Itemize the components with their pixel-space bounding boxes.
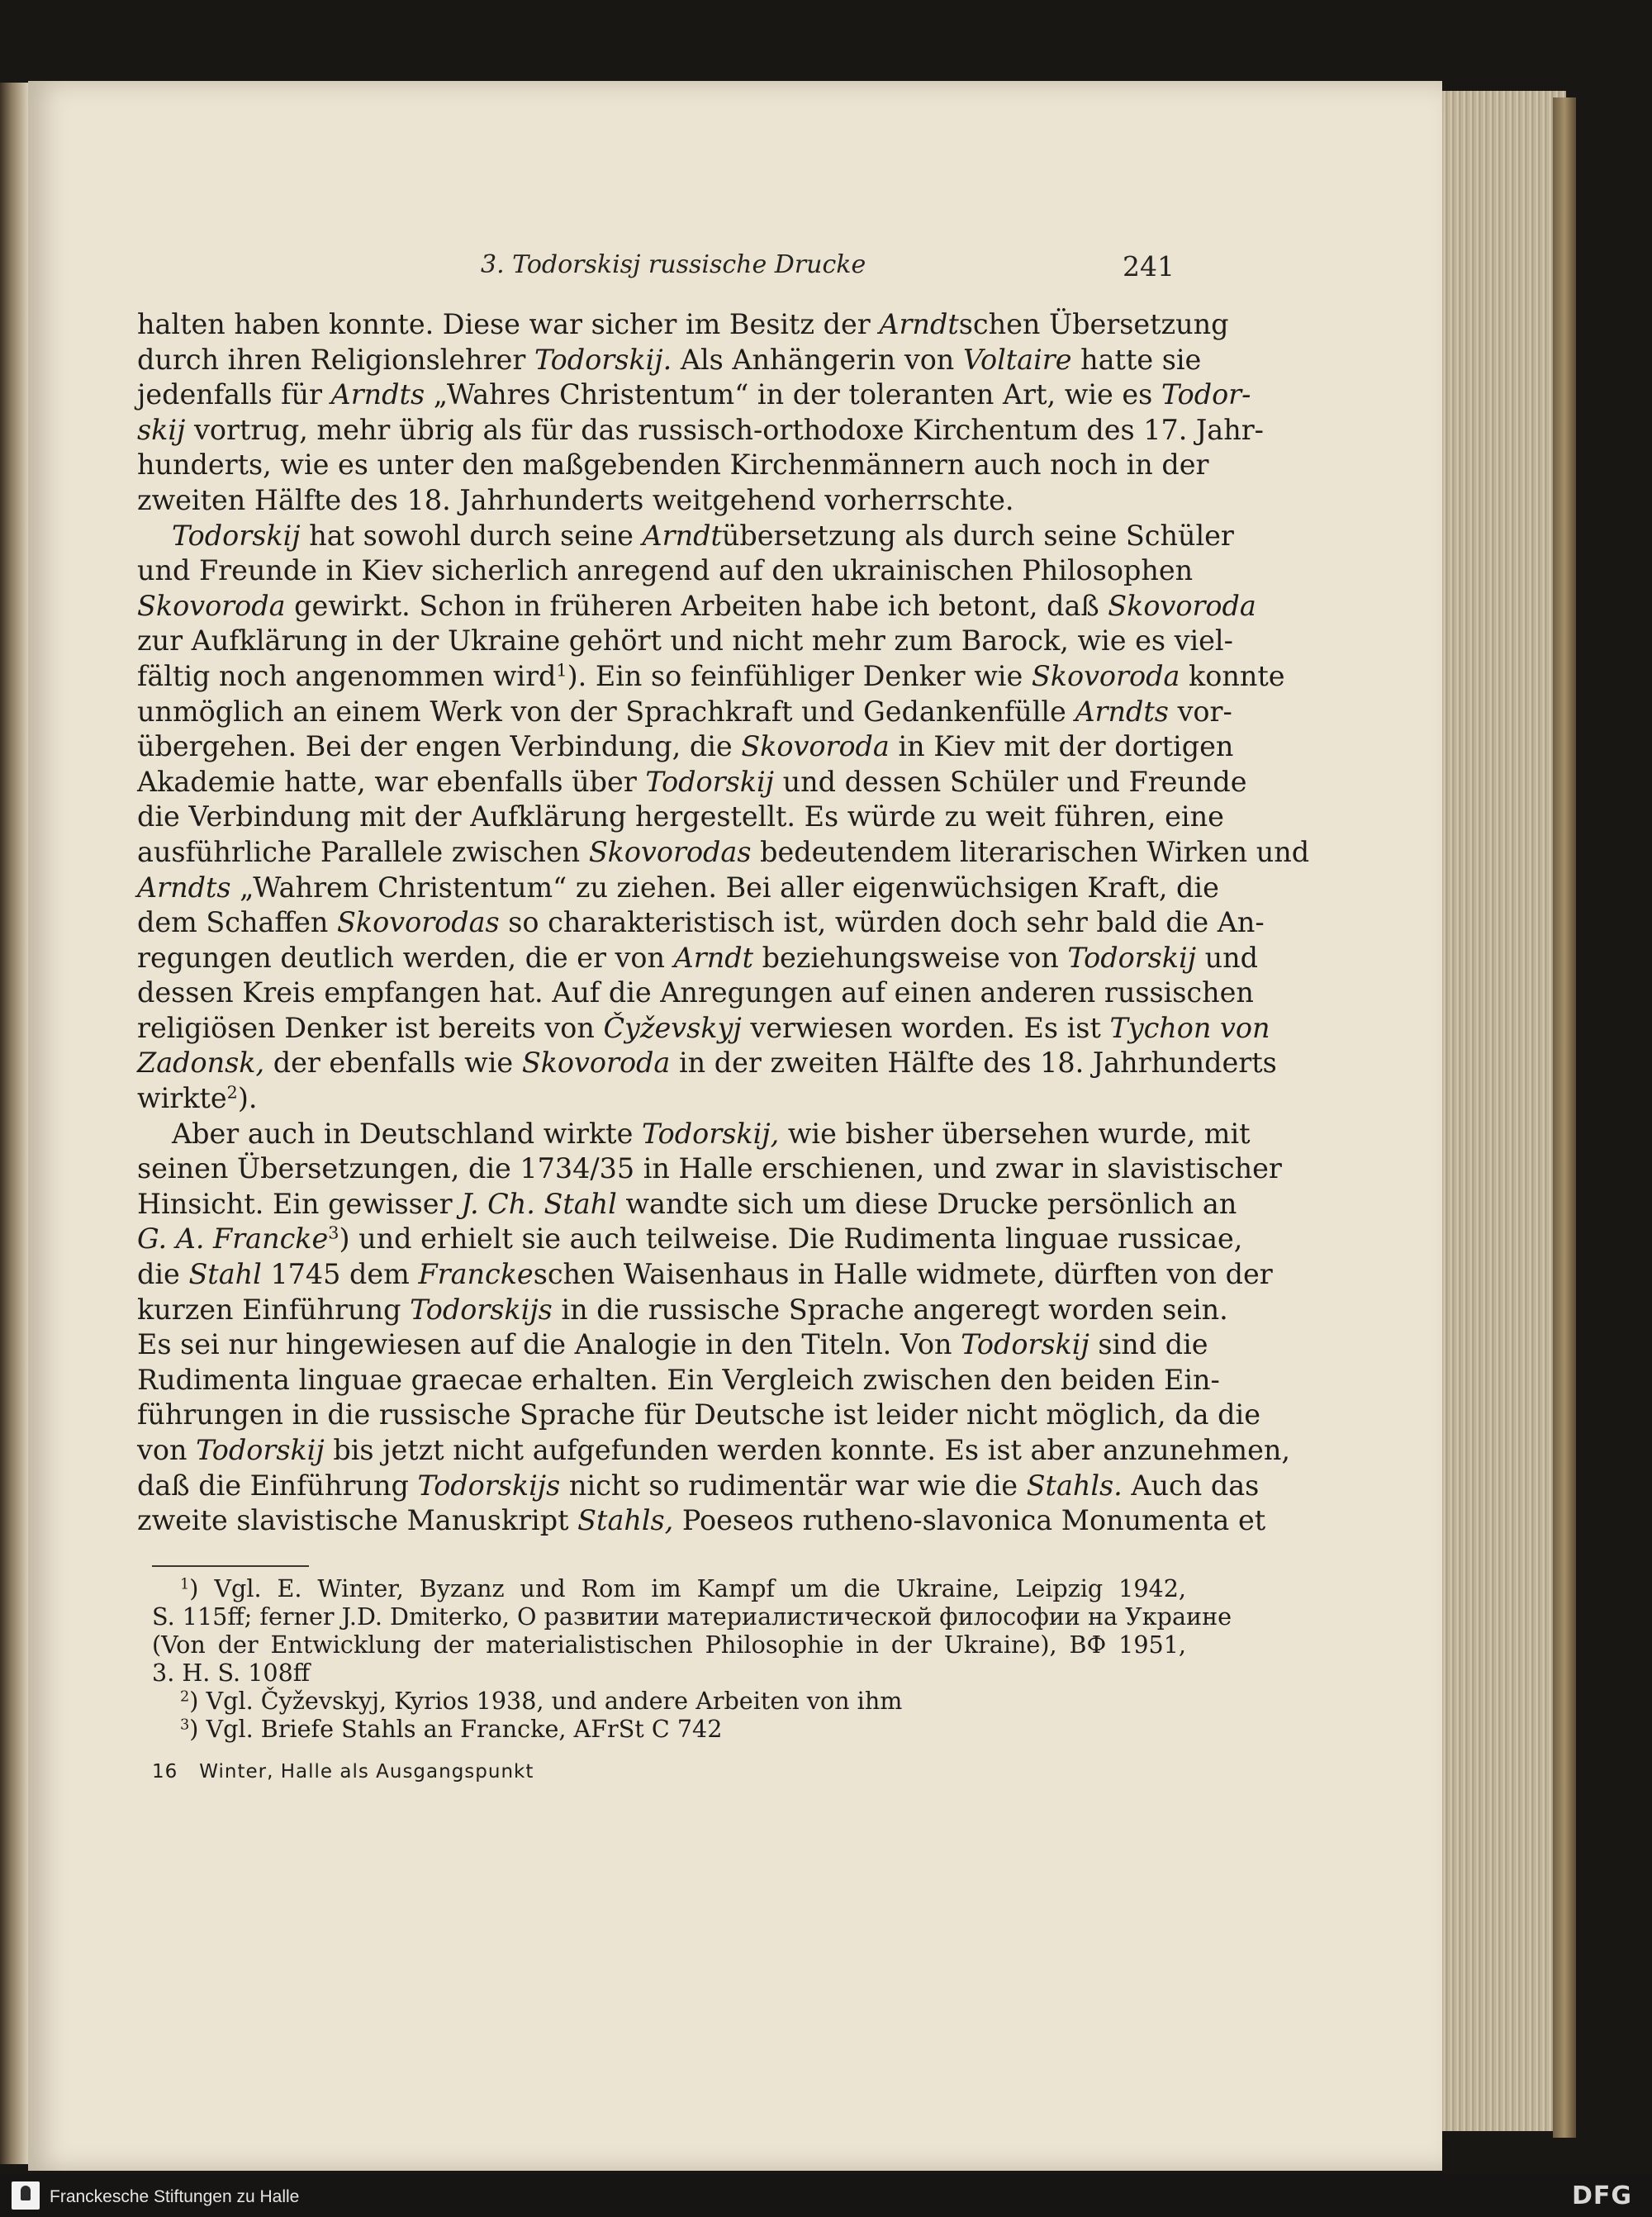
emphasized-text: Stahl <box>188 1258 262 1291</box>
emphasized-text: Todorskij <box>196 1434 325 1466</box>
footnote-marker: 2 <box>226 1082 238 1103</box>
emphasized-text: Todorskij. <box>534 343 672 376</box>
text-run: sind die <box>1089 1328 1208 1361</box>
book-cover-edge <box>1553 97 1576 2138</box>
text-line <box>152 1659 1186 1687</box>
text-run: 3. H. S. 108ff <box>152 1659 311 1687</box>
text-run: Akademie hatte, war ebenfalls über <box>137 765 646 798</box>
text-run: und <box>1196 941 1259 974</box>
text-line <box>137 413 1264 449</box>
emphasized-text: Skovoroda <box>741 730 890 763</box>
emphasized-text: G. A. Francke <box>137 1222 329 1256</box>
footnote-marker: 2 <box>180 1688 190 1706</box>
text-run: Rudimenta linguae graecae erhalten. Ein Vergleich zwischen den beiden Ein- <box>137 1363 1220 1396</box>
emphasized-text: Skovorodas <box>588 835 752 868</box>
text-run: ) Vgl. E. Winter, Byzanz und Rom im Kampf um die Ukraine, Leipzig 1942, <box>189 1574 1186 1602</box>
emphasized-text: Skovoroda <box>137 589 286 622</box>
text-run: so charakteristisch ist, würden doch sehr bald die An- <box>499 906 1265 939</box>
text-run: „Wahres Christentum“ in der toleranten Art, wie es <box>425 378 1161 411</box>
text-run: die Verbindung mit der Aufklärung hergestellt. Es würde zu weit führen, eine <box>137 800 1224 833</box>
emphasized-text: Arndts <box>137 871 231 904</box>
text-line <box>137 800 1224 835</box>
text-run: durch ihren Religionslehrer <box>137 343 534 376</box>
text-run: nicht so rudimentär war wie die <box>560 1469 1027 1502</box>
emphasized-text: Arndt <box>879 308 959 340</box>
text-run: religiösen Denker ist bereits von <box>137 1011 604 1044</box>
text-run: in die russische Sprache angeregt worden sein. <box>552 1293 1228 1326</box>
text-line <box>137 1503 1266 1539</box>
emphasized-text: Skovoroda <box>1108 589 1256 622</box>
emphasized-text: Voltaire <box>962 343 1072 376</box>
text-line <box>152 1574 1186 1602</box>
emphasized-text: Čyževskyj <box>603 1011 742 1044</box>
text-run: und dessen Schüler und Freunde <box>774 765 1247 798</box>
text-line <box>137 1187 1237 1222</box>
text-run: hat sowohl durch seine <box>300 519 643 552</box>
text-line <box>137 343 1202 378</box>
text-run: ) Vgl. Čyževskyj, Kyrios 1938, und andere Arbeiten von ihm <box>189 1687 903 1715</box>
emphasized-text: Arndt <box>673 941 753 974</box>
emphasized-text: Todor- <box>1161 378 1251 411</box>
text-run: hatte sie <box>1071 343 1202 376</box>
institution-name: Franckesche Stiftungen zu Halle <box>50 2187 300 2206</box>
text-run: führungen in die russische Sprache für Deutsche ist leider nicht möglich, da die <box>137 1398 1260 1431</box>
text-run: jedenfalls für <box>137 378 331 411</box>
emphasized-text: Todorskijs <box>417 1469 561 1502</box>
footnote-marker: 3 <box>328 1223 339 1244</box>
text-line <box>137 1257 1273 1293</box>
text-line <box>152 1715 1186 1743</box>
text-run: beziehungsweise von <box>753 941 1068 974</box>
text-run: kurzen Einführung <box>137 1293 411 1326</box>
text-run: schen Übersetzung <box>958 308 1229 340</box>
footnotes <box>152 1574 1232 1743</box>
text-run: vor- <box>1168 695 1232 728</box>
text-line <box>137 448 1209 483</box>
emphasized-text: Arndts <box>1075 695 1169 728</box>
text-run: dessen Kreis empfangen hat. Auf die Anregungen auf einen anderen russischen <box>137 976 1254 1009</box>
emphasized-text: Skovoroda <box>1031 659 1180 692</box>
text-run: Als Anhängerin von <box>672 343 963 376</box>
text-run: wie bisher übersehen wurde, mit <box>779 1117 1251 1150</box>
emphasized-text: Francke <box>418 1258 534 1291</box>
text-line <box>137 1469 1260 1504</box>
emphasized-text: skij <box>137 413 186 446</box>
emphasized-text: Todorskij <box>961 1328 1089 1361</box>
text-run: vortrug, mehr übrig als für das russisch-orthodoxe Kirchentum des 17. Jahr- <box>185 413 1264 446</box>
text-line <box>137 729 1234 765</box>
text-run: regungen deutlich werden, die er von <box>137 941 674 974</box>
text-run: Aber auch in Deutschland wirkte <box>172 1117 642 1150</box>
text-line <box>137 1433 1290 1469</box>
text-line <box>137 941 1259 976</box>
text-run: ). <box>237 1082 258 1115</box>
text-run: in der zweiten Hälfte des 18. Jahrhunderts <box>670 1047 1277 1080</box>
text-line <box>137 1327 1208 1363</box>
text-run: zweite slavistische Manuskript <box>137 1504 578 1537</box>
emphasized-text: Zadonsk, <box>137 1047 265 1080</box>
text-line <box>137 695 1232 730</box>
text-run: zweiten Hälfte des 18. Jahrhunderts weitgehend vorherrschte. <box>137 483 1014 516</box>
text-line <box>137 1222 1243 1257</box>
emphasized-text: Tychon von <box>1109 1011 1270 1044</box>
text-run: in Kiev mit der dortigen <box>889 730 1234 763</box>
text-line <box>137 976 1254 1011</box>
emphasized-text: Todorskij, <box>641 1117 780 1150</box>
text-run: (Von der Entwicklung der materialistischen Philosophie in der Ukraine), ВФ 1951, <box>152 1631 1186 1659</box>
text-run: daß die Einführung <box>137 1469 418 1502</box>
text-run: „Wahrem Christentum“ zu ziehen. Bei aller eigenwüchsigen Kraft, die <box>230 871 1219 904</box>
text-run: Es sei nur hingewiesen auf die Analogie in den Titeln. Von <box>137 1328 961 1361</box>
text-run: ) Vgl. Briefe Stahls an Francke, AFrSt C 742 <box>189 1715 723 1743</box>
printer-signature <box>152 1761 534 1783</box>
emphasized-text: Skovoroda <box>521 1047 671 1080</box>
text-line <box>137 1293 1228 1328</box>
emphasized-text: Arndt <box>642 519 722 552</box>
text-run: wandte sich um diese Drucke persönlich an <box>616 1187 1237 1220</box>
footnote-marker: 1 <box>180 1576 190 1593</box>
text-run: hunderts, wie es unter den maßgebenden Kirchenmännern auch noch in der <box>137 449 1209 482</box>
text-run: schen Waisenhaus in Halle widmete, dürften von der <box>533 1258 1273 1291</box>
text-line <box>137 1117 1251 1152</box>
text-line <box>137 519 1234 554</box>
text-line <box>152 1602 1232 1631</box>
text-run: gewirkt. Schon in früheren Arbeiten habe ich betont, daß <box>285 589 1108 622</box>
emphasized-text: Todorskij <box>645 765 775 798</box>
text-run: unmöglich an einem Werk von der Sprachkraft und Gedankenfülle <box>137 695 1075 728</box>
emphasized-text: Todorskij <box>1067 941 1197 974</box>
footnote-marker: 1 <box>556 660 567 681</box>
page-number: 241 <box>1123 250 1175 282</box>
text-run: von <box>137 1434 197 1466</box>
text-line <box>137 624 1233 659</box>
text-line <box>137 483 1183 519</box>
emphasized-text: Todorskij <box>172 519 301 552</box>
text-run: 1745 dem <box>261 1258 419 1291</box>
text-run: Auch das <box>1122 1469 1260 1502</box>
text-run: konnte <box>1180 659 1285 692</box>
dfg-logo: DFG <box>1571 2181 1632 2210</box>
text-run: übergehen. Bei der engen Verbindung, die <box>137 730 742 763</box>
footnote-divider <box>152 1565 309 1567</box>
text-run: dem Schaffen <box>137 906 338 939</box>
text-line <box>152 1631 1186 1659</box>
text-run: ) und erhielt sie auch teilweise. Die Rudimenta linguae russicae, <box>339 1222 1243 1256</box>
emphasized-text: Skovorodas <box>337 906 500 939</box>
text-line <box>137 1011 1270 1047</box>
text-run: der ebenfalls wie <box>264 1047 522 1080</box>
institution-logo-icon <box>12 2181 40 2210</box>
text-run: halten haben konnte. Diese war sicher im Besitz der <box>137 308 880 340</box>
emphasized-text: Arndts <box>330 378 425 411</box>
text-line <box>137 589 1256 624</box>
signature-text: Winter, Halle als Ausgangspunkt <box>199 1761 534 1783</box>
emphasized-text: Todorskijs <box>410 1293 553 1326</box>
text-line <box>152 1687 1186 1715</box>
emphasized-text: Stahls. <box>1026 1469 1123 1502</box>
text-run: ausführliche Parallele zwischen <box>137 835 589 868</box>
text-run: fältig noch angenommen wird <box>137 659 557 692</box>
emphasized-text: Stahls, <box>577 1504 674 1537</box>
footnote-marker: 3 <box>180 1716 190 1734</box>
text-line <box>137 905 1265 941</box>
emphasized-text: J. Ch. Stahl <box>461 1187 617 1220</box>
text-run: seinen Übersetzungen, die 1734/35 in Halle erschienen, und zwar in slavistischer <box>137 1152 1282 1185</box>
text-line <box>137 1398 1260 1433</box>
text-line <box>137 659 1285 695</box>
text-line <box>137 871 1219 906</box>
left-page-edge <box>0 83 28 2164</box>
text-run: übersetzung als durch seine Schüler <box>721 519 1234 552</box>
body-text <box>137 307 1310 1539</box>
text-run: Poeseos rutheno-slavonica Monumenta et <box>673 1504 1266 1537</box>
text-run: die <box>137 1258 189 1291</box>
text-run: und Freunde in Kiev sicherlich anregend auf den ukrainischen Philosophen <box>137 554 1194 587</box>
text-run: bedeutendem literarischen Wirken und <box>751 835 1310 868</box>
page-stack-edge <box>1442 91 1566 2131</box>
text-line <box>137 765 1247 800</box>
text-line <box>137 1363 1220 1398</box>
signature-number: 16 <box>152 1761 178 1783</box>
text-line <box>137 835 1310 871</box>
text-line <box>137 1081 1183 1117</box>
text-run: S. 115ff; ferner J.D. Dmiterko, О развитии материалистической философии на Украине <box>152 1602 1232 1631</box>
text-run: Hinsicht. Ein gewisser <box>137 1187 462 1220</box>
text-line <box>137 553 1194 589</box>
text-line <box>137 1046 1277 1081</box>
text-run: bis jetzt nicht aufgefunden werden konnte. Es ist aber anzunehmen, <box>324 1434 1290 1466</box>
running-title: 3. Todorskisj russische Drucke <box>481 250 866 279</box>
text-line <box>137 307 1229 343</box>
text-run: wirkte <box>137 1082 227 1115</box>
text-line <box>137 1151 1282 1187</box>
text-run: zur Aufklärung in der Ukraine gehört und nicht mehr zum Barock, wie es viel- <box>137 624 1233 658</box>
text-run: verwiesen worden. Es ist <box>741 1011 1110 1044</box>
text-run: ). Ein so feinfühliger Denker wie <box>567 659 1032 692</box>
text-line <box>137 377 1251 413</box>
